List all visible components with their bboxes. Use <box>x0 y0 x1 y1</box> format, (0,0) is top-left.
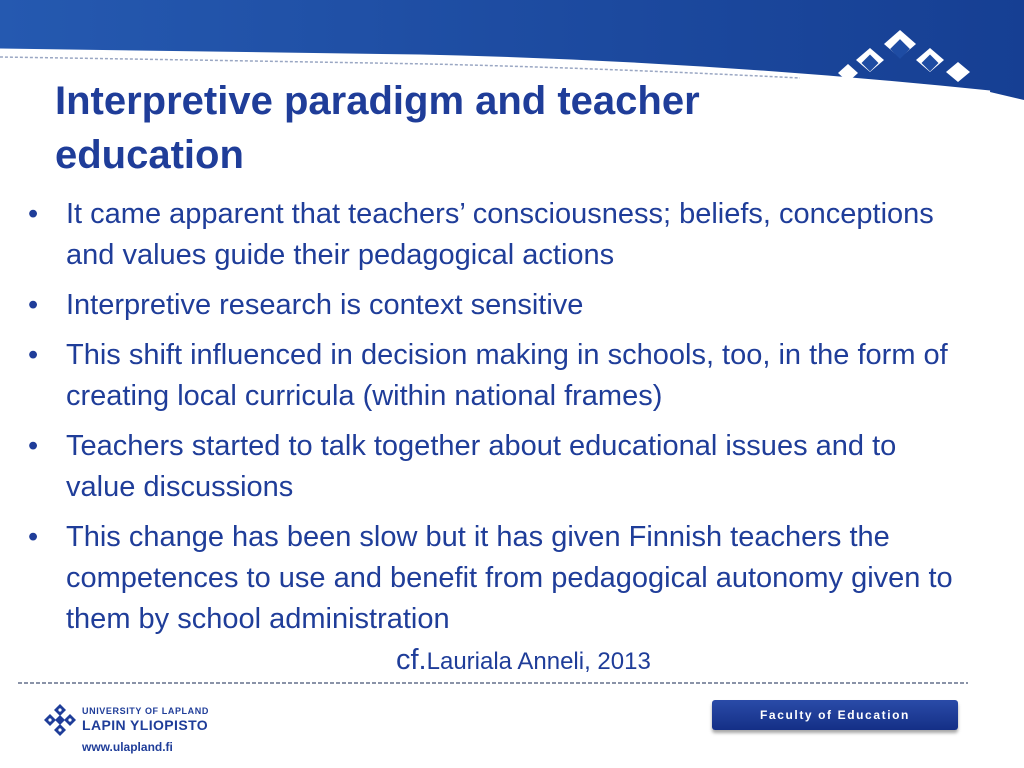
bullet-text: It came apparent that teachers’ consciousness; beliefs, conceptions and values guide their pedagogical actions <box>66 198 934 271</box>
bullet-text: This change has been slow but it has given Finnish teachers the competences to use and benefit from pedagogical autonomy given to them by school administration <box>66 521 953 635</box>
university-name-fi: LAPIN YLIOPISTO <box>82 717 209 733</box>
university-logo <box>42 702 232 757</box>
footer-divider <box>18 680 968 686</box>
university-url[interactable]: www.ulapland.fi <box>82 740 173 754</box>
faculty-badge: Faculty of Education <box>712 700 958 730</box>
bullet-item <box>28 335 968 417</box>
citation-text: Lauriala Anneli, 2013 <box>426 648 651 675</box>
slide-title: Interpretive paradigm and teacher education <box>55 79 700 177</box>
bullet-item <box>28 285 968 326</box>
university-name-en: UNIVERSITY OF LAPLAND <box>82 706 209 716</box>
bullet-marker: • <box>28 430 39 462</box>
citation <box>396 640 651 682</box>
bullet-marker: • <box>28 198 39 230</box>
bullet-list <box>28 194 968 691</box>
bullet-marker: • <box>28 521 39 553</box>
bullet-text: Interpretive research is context sensitive <box>66 289 584 321</box>
bullet-item <box>28 426 968 508</box>
citation-prefix: cf. <box>396 644 427 676</box>
bullet-text: Teachers started to talk together about educational issues and to value discussions <box>66 430 897 503</box>
bullet-item <box>28 517 968 682</box>
bullet-marker: • <box>28 339 39 371</box>
bullet-marker: • <box>28 289 39 321</box>
bullet-item <box>28 194 968 276</box>
bullet-text: This shift influenced in decision making in schools, too, in the form of creating local curricula (within national frames) <box>66 339 948 412</box>
snowflake-logo-icon <box>42 702 78 738</box>
